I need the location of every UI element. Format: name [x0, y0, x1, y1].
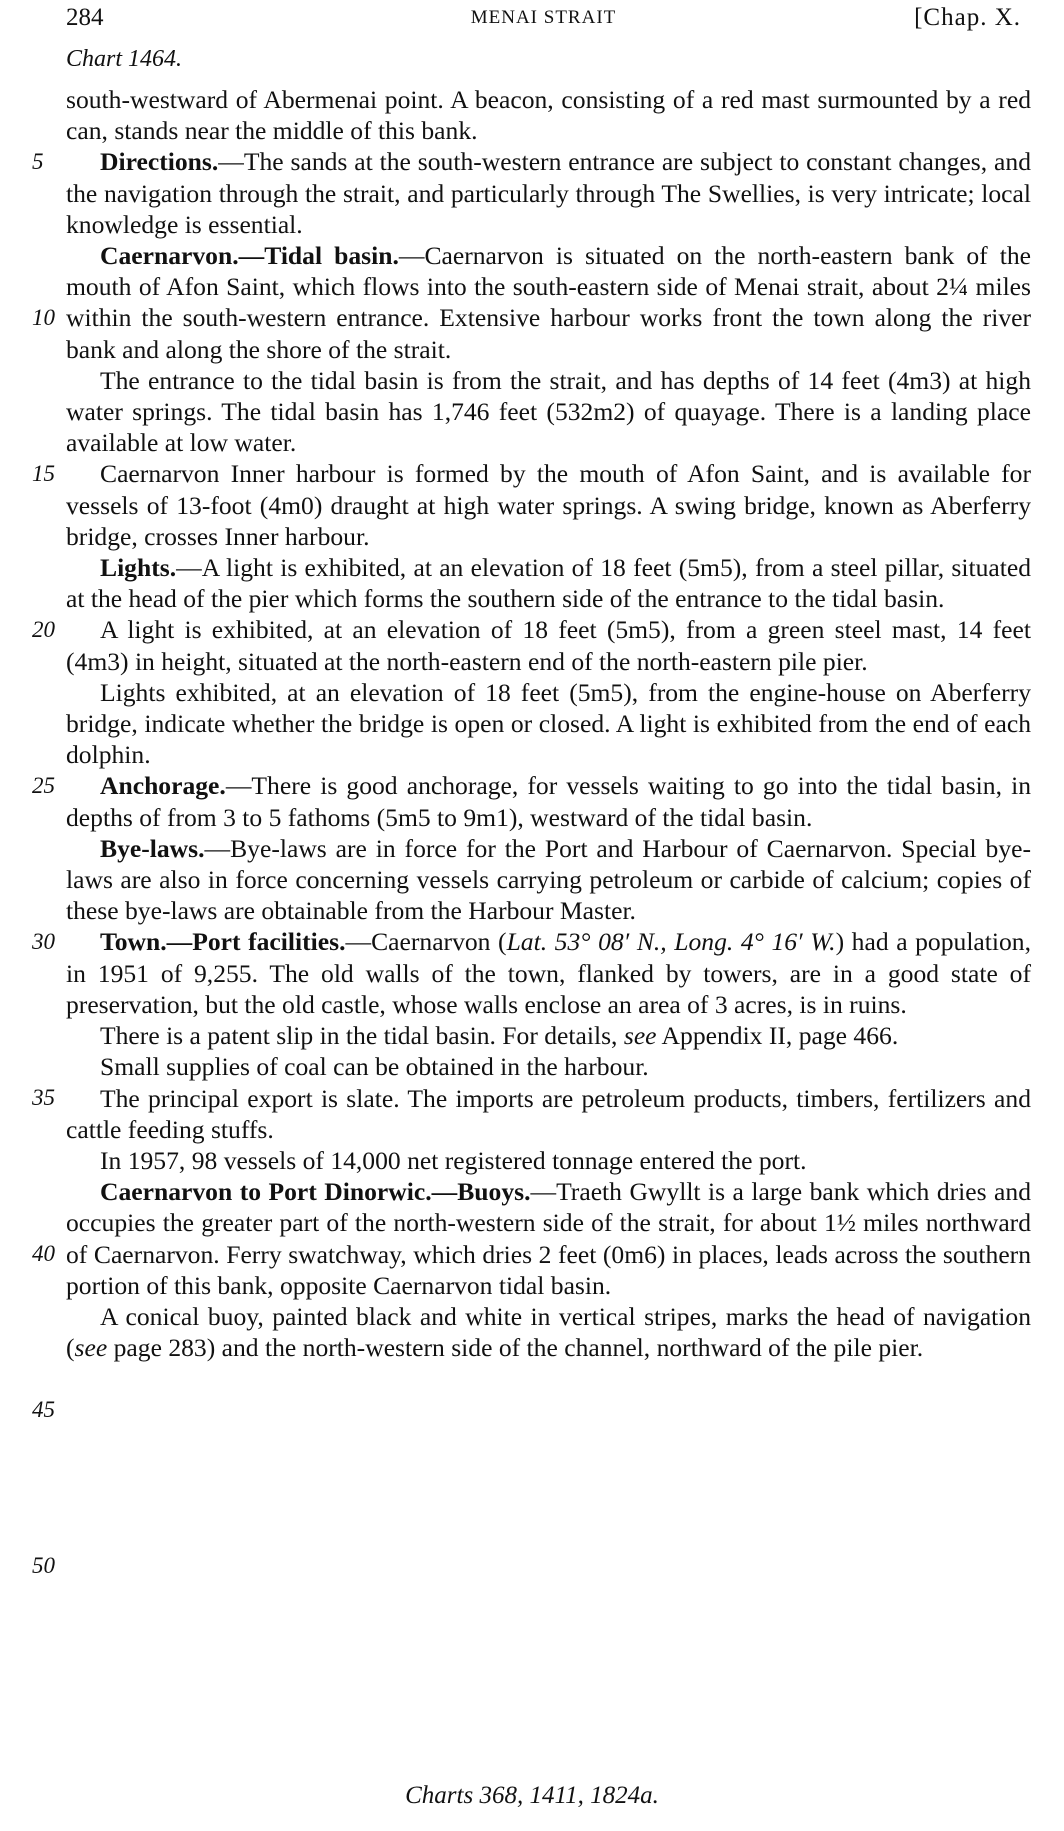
chart-footer: Charts 368, 1411, 1824a.: [405, 1782, 659, 1809]
paragraph: A conical buoy, painted black and white in vertical stripes, marks the head of navigation (see page 283) and the north-western side of the channel, northward of the pile pier.: [66, 1301, 1031, 1363]
chart-reference: Chart 1464.: [66, 46, 183, 72]
section-heading: Caernarvon.—Tidal basin.: [100, 241, 399, 271]
paragraph: Lights exhibited, at an elevation of 18 feet (5m5), from the engine-house on Aberferry bridge, indicate whether the bridge is open or closed. A light is exhibited from the end of each dolphin.: [66, 677, 1031, 770]
line-number: 35: [32, 1085, 55, 1110]
paragraph-anchorage: Anchorage.—There is good anchorage, for vessels waiting to go into the tidal basin, in depths of from 3 to 5 fathoms (5m5 to 9m1), westward of the tidal basin.: [66, 771, 1031, 832]
paragraph-lights: Lights.—A light is exhibited, at an elevation of 18 feet (5m5), from a steel pillar, situated at the head of the pier which forms the southern side of the entrance to the tidal basin.: [66, 553, 1031, 614]
paragraph: The entrance to the tidal basin is from the strait, and has depths of 14 feet (4m3) at high water springs. The tidal basin has 1,746 feet (532m2) of quayage. There is a landing place available at low water.: [66, 365, 1031, 458]
paragraph: Caernarvon Inner harbour is formed by the mouth of Afon Saint, and is available for vessels of 13-foot (4m0) draught at high water springs. A swing bridge, known as Aberferry bridge, crosses Inner harbour.: [66, 459, 1031, 551]
line-number: 10: [32, 305, 55, 330]
paragraph-bye-laws: Bye-laws.—Bye-laws are in force for the Port and Harbour of Caernarvon. Special bye-laws are also in force concerning vessels carrying petroleum or carbide of calcium; copies of these bye-laws are obtainable from the Harbour Master.: [66, 833, 1031, 926]
line-number: 40: [32, 1241, 55, 1266]
section-heading: Directions.: [100, 147, 219, 177]
line-number: 30: [32, 929, 55, 954]
section-heading: Caernarvon to Port Dinorwic.—Buoys.: [100, 1177, 531, 1207]
paragraph: Small supplies of coal can be obtained in the harbour.: [100, 1052, 649, 1082]
paragraph-directions: Directions.—The sands at the south-western entrance are subject to constant changes, and the navigation through the strait, and particularly through The Swellies, is very intricate; local knowledge is essential.: [66, 147, 1031, 239]
section-heading: Lights.: [100, 553, 177, 583]
paragraph-port-dinorwic: Caernarvon to Port Dinorwic.—Buoys.—Traeth Gwyllt is a large bank which dries and occupies the greater part of the north-western side of the strait, for about 1½ miles northward of Caernarvon. Ferry swatchway, which dries 2 feet (0m6) in places, leads across the southern portion of this bank, opposite Caernarvon tidal basin.: [66, 1177, 1032, 1300]
paragraph-town: Town.—Port facilities.—Caernarvon (Lat. 53° 08′ N., Long. 4° 16′ W.) had a population, in 1951 of 9,255. The old walls of the town, flanked by towers, are in a good state of preservation, but the old castle, whose walls enclose an area of 3 acres, is in ruins.: [66, 927, 1032, 1019]
paragraph: The principal export is slate. The imports are petroleum products, timbers, fertilizers and cattle feeding stuffs.: [66, 1083, 1031, 1144]
running-title: MENAI STRAIT: [470, 7, 617, 28]
section-heading: Bye-laws.: [100, 833, 205, 863]
line-number: 45: [32, 1397, 55, 1422]
line-number: 15: [32, 461, 55, 486]
paragraph: south-westward of Abermenai point. A beacon, consisting of a red mast surmounted by a red can, stands near the middle of this bank.: [66, 85, 1031, 146]
paragraph: In 1957, 98 vessels of 14,000 net registered tonnage entered the port.: [100, 1145, 807, 1175]
page-number: 284: [66, 4, 104, 31]
line-number: 25: [32, 773, 55, 798]
coordinates: Lat. 53° 08′ N., Long. 4° 16′ W.: [506, 927, 836, 957]
line-number: 20: [32, 617, 55, 642]
chapter-label: [Chap. X.: [914, 4, 1021, 31]
paragraph: There is a patent slip in the tidal basin. For details, see Appendix II, page 466.: [100, 1021, 899, 1051]
body-text: [32, 84, 1032, 1578]
paragraph: A light is exhibited, at an elevation of 18 feet (5m5), from a green steel mast, 14 feet (4m3) in height, situated at the north-eastern end of the north-eastern pile pier.: [66, 615, 1031, 676]
section-heading: Anchorage.: [100, 771, 226, 801]
line-number: 5: [32, 149, 44, 174]
line-number: 50: [32, 1553, 55, 1578]
section-heading: Town.—Port facilities.: [100, 927, 346, 957]
paragraph-caernarvon: Caernarvon.—Tidal basin.—Caernarvon is situated on the north-eastern bank of the mouth of Afon Saint, which flows into the south-eastern side of Menai strait, about 2¼ miles within the south-western entrance. Extensive harbour works front the town along the river bank and along the shore of the strait.: [66, 241, 1031, 364]
running-header: [66, 4, 1021, 36]
